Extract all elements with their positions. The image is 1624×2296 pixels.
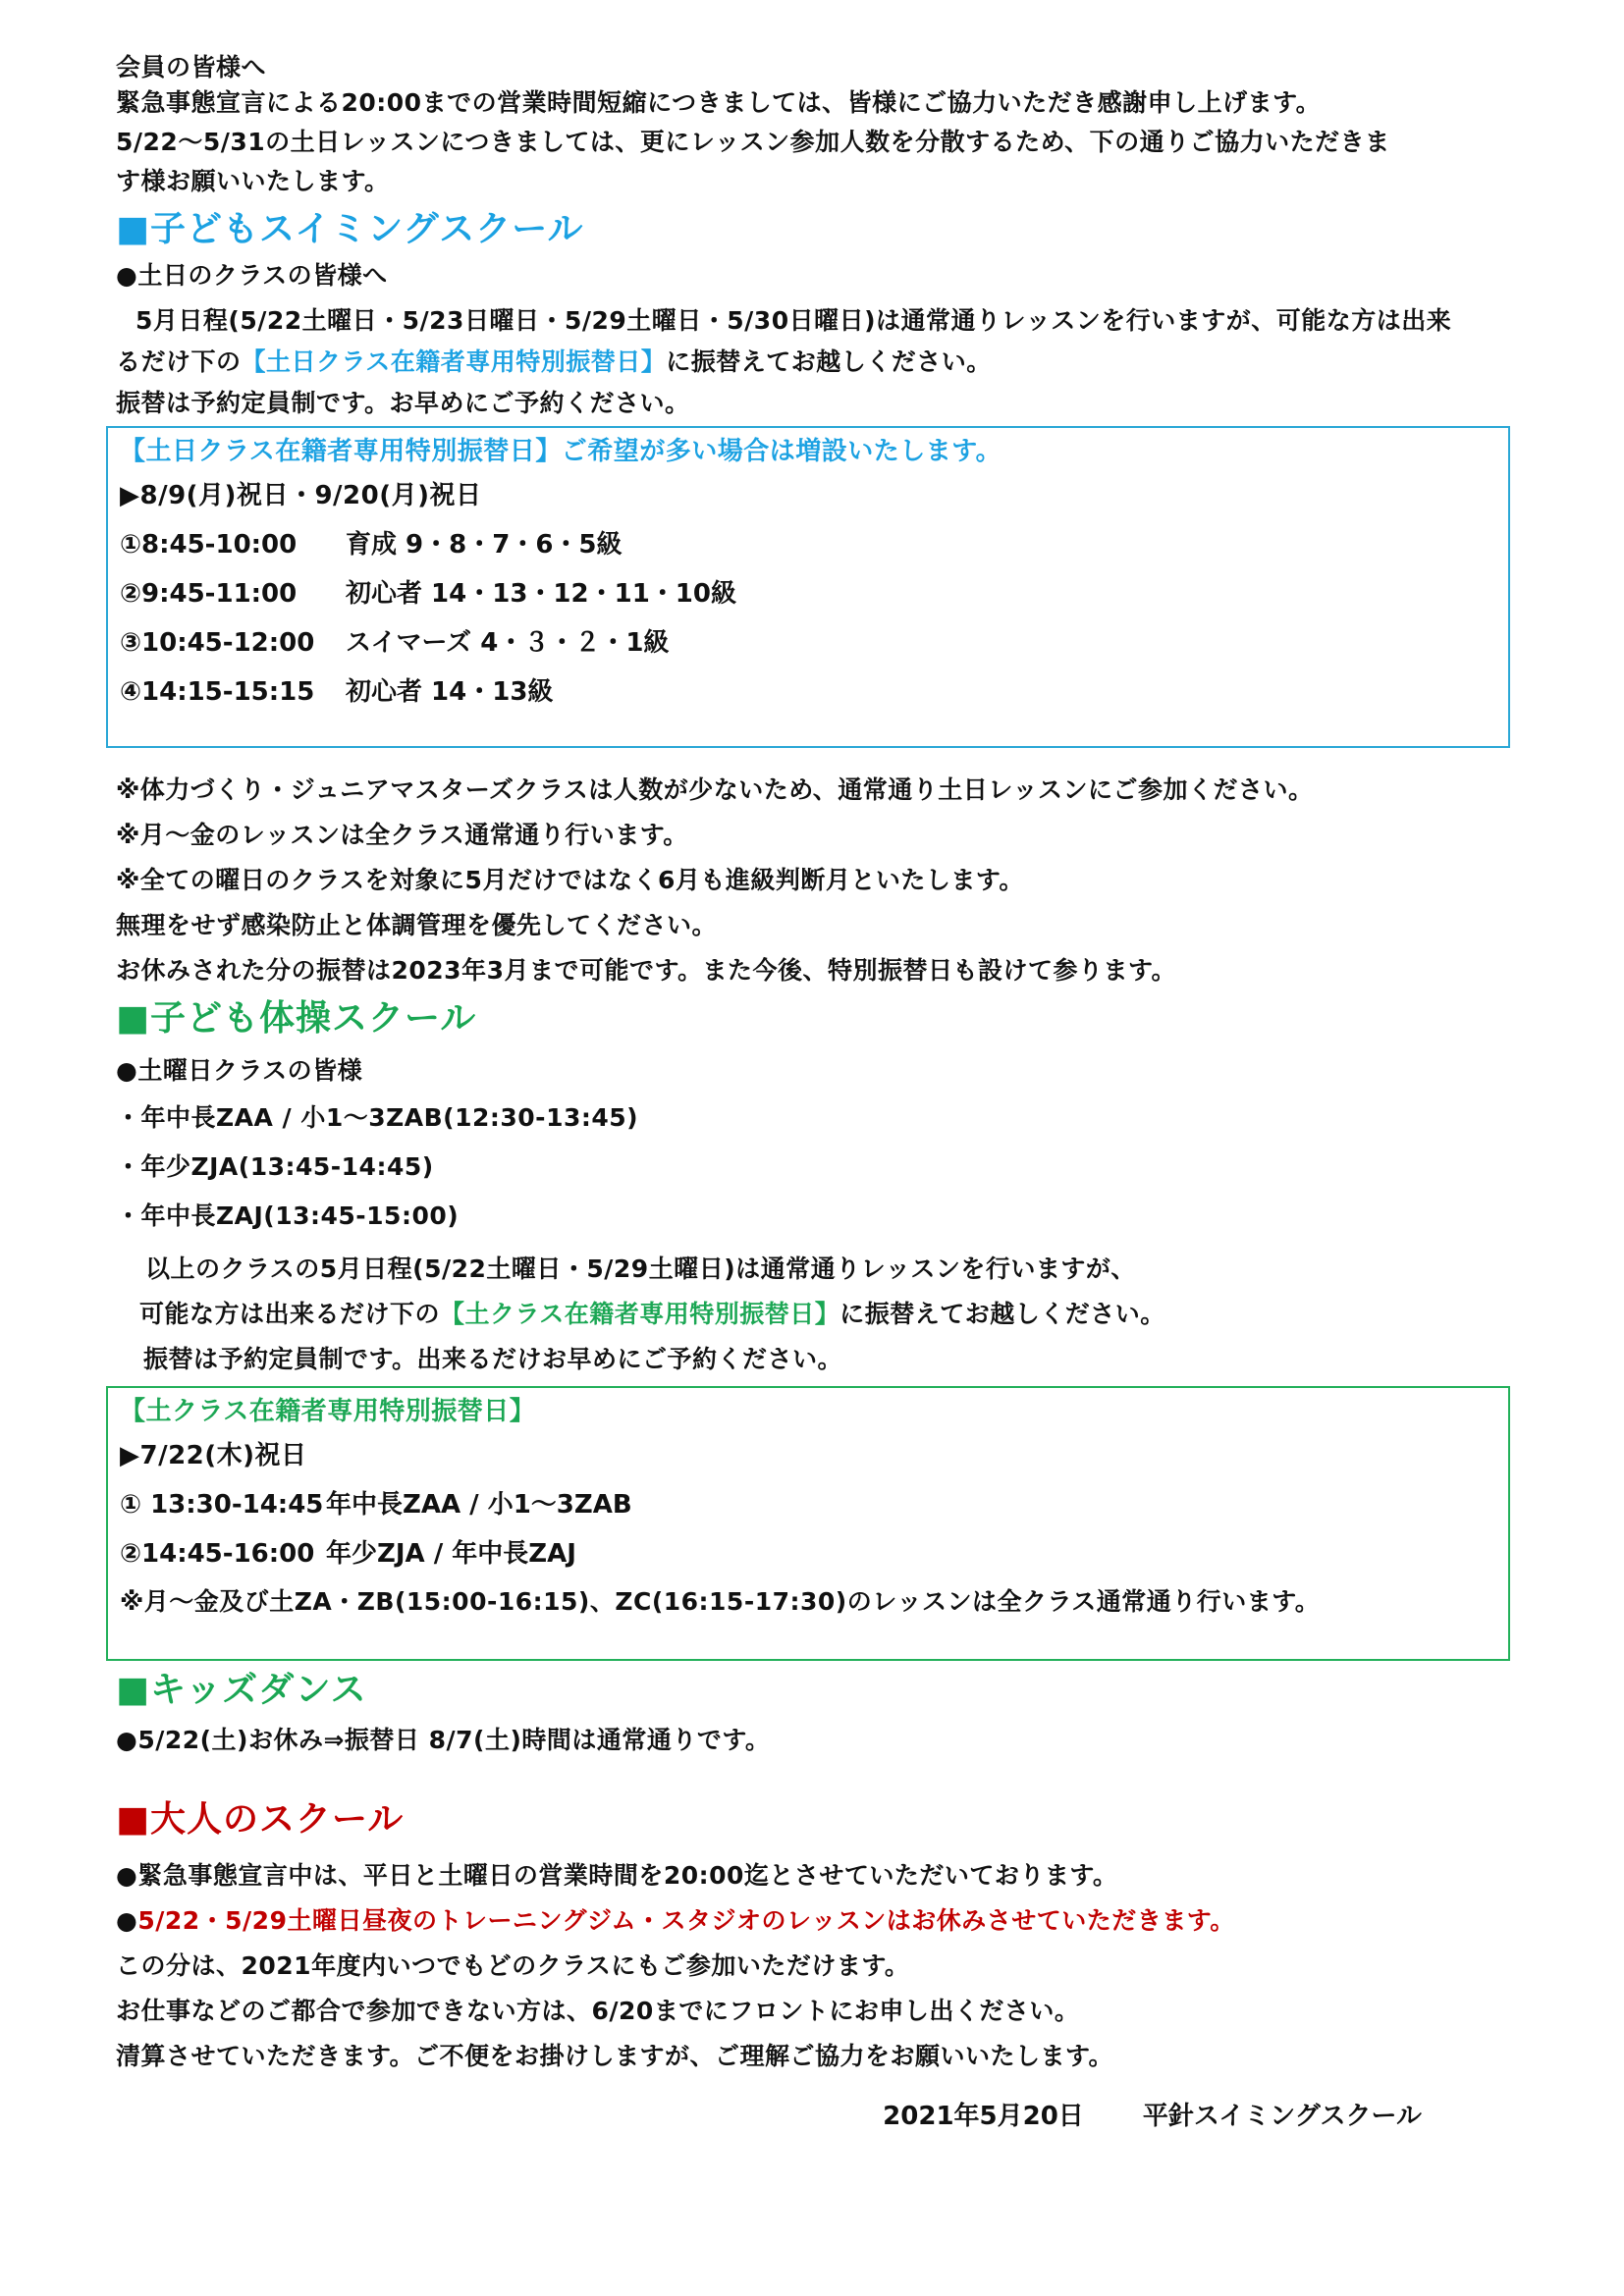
swim-box-date: ▶8/9(月)祝日・9/20(月)祝日 bbox=[120, 481, 482, 510]
swim-paragraph-3: 振替は予約定員制です。お早めにご予約ください。 bbox=[116, 389, 690, 417]
dance-line: ●5/22(土)お休み⇒振替日 8/7(土)時間は通常通りです。 bbox=[116, 1726, 771, 1754]
intro-line-3: す様お願いいたします。 bbox=[116, 167, 390, 195]
adult-line-2 bbox=[116, 1898, 1510, 1944]
swim-note: ※体力づくり・ジュニアマスターズクラスは人数が少ないため、通常通り土日レッスンにご参加ください。 bbox=[116, 775, 1314, 804]
swim-p2-accent: 【土日クラス在籍者専用特別振替日】 bbox=[241, 347, 667, 376]
swim-note: 無理をせず感染防止と体調管理を優先してください。 bbox=[116, 911, 718, 939]
gym-makeup-box bbox=[106, 1386, 1510, 1661]
gym-box-date: ▶7/22(木)祝日 bbox=[120, 1441, 307, 1470]
swim-paragraph-2 bbox=[116, 346, 1510, 379]
signature bbox=[883, 2097, 1422, 2136]
swim-slot-class: 初心者 14・13級 bbox=[346, 677, 554, 707]
gym-slot-row bbox=[120, 1480, 1496, 1529]
swim-slot-time: ②9:45-11:00 bbox=[120, 579, 298, 609]
gym-p2-accent: 【土クラス在籍者専用特別振替日】 bbox=[440, 1300, 840, 1328]
swim-box-title: 【土日クラス在籍者専用特別振替日】ご希望が多い場合は増設いたします。 bbox=[120, 437, 1002, 466]
intro-line-1: 緊急事態宣言による20:00までの営業時間短縮につきましては、皆様にご協力いただき感謝申し上げます。 bbox=[116, 88, 1322, 117]
swim-p2-post: に振替えてお越しください。 bbox=[666, 347, 992, 376]
gym-slot-time: ① 13:30-14:45 bbox=[120, 1490, 324, 1520]
swim-slot-class: 育成 9・8・7・6・5級 bbox=[346, 530, 623, 560]
swim-note: ※月〜金のレッスンは全クラス通常通り行います。 bbox=[116, 821, 688, 849]
adult-line-3: この分は、2021年度内いつでもどのクラスにもご参加いただけます。 bbox=[116, 1951, 910, 1980]
swim-slot-class: 初心者 14・13・12・11・10級 bbox=[346, 579, 736, 609]
swim-note: お休みされた分の振替は2023年3月まで可能です。また今後、特別振替日も設けて参ります。 bbox=[116, 956, 1176, 985]
swim-heading: ■子どもスイミングスクール bbox=[116, 209, 584, 249]
gym-paragraph-3: 振替は予約定員制です。出来るだけお早めにご予約ください。 bbox=[143, 1345, 843, 1373]
signature-org: 平針スイミングスクール bbox=[1142, 2102, 1422, 2131]
swim-note: ※全ての曜日のクラスを対象に5月だけではなく6月も進級判断月といたします。 bbox=[116, 866, 1024, 894]
swim-slot-time: ①8:45-10:00 bbox=[120, 530, 298, 560]
notice-document bbox=[116, 51, 1510, 2131]
gym-paragraph-1: 以上のクラスの5月日程(5/22土曜日・5/29土曜日)は通常通りレッスンを行いますが、 bbox=[145, 1255, 1136, 1283]
gym-slot-class: 年少ZJA / 年中長ZAJ bbox=[326, 1539, 576, 1569]
gym-box-title: 【土クラス在籍者専用特別振替日】 bbox=[120, 1397, 536, 1426]
adult-line-5: 清算させていただきます。ご不便をお掛けしますが、ご理解ご協力をお願いいたします。 bbox=[116, 2042, 1114, 2070]
swim-notes bbox=[116, 768, 1510, 993]
adult-line-2-accent: 5/22・5/29土曜日昼夜のトレーニングジム・スタジオのレッスンはお休みさせていただきます。 bbox=[137, 1906, 1235, 1935]
gym-paragraph-2 bbox=[116, 1292, 1510, 1337]
swim-slot-row bbox=[120, 667, 1496, 717]
gym-class: ・年中長ZAA / 小1〜3ZAB(12:30-13:45) bbox=[116, 1103, 639, 1132]
gym-subheading: ●土曜日クラスの皆様 bbox=[116, 1056, 363, 1085]
intro-line-2: 5/22〜5/31の土日レッスンにつきましては、更にレッスン参加人数を分散するため、下の通りご協力いただきま bbox=[116, 128, 1390, 156]
swim-p2-pre: るだけ下の bbox=[116, 347, 242, 376]
adult-line-4: お仕事などのご都合で参加できない方は、6/20までにフロントにお申し出ください。 bbox=[116, 1997, 1080, 2025]
swim-slot-time: ③10:45-12:00 bbox=[120, 628, 315, 658]
swim-subheading: ●土日のクラスの皆様へ bbox=[116, 261, 388, 290]
swim-slot-class: スイマーズ 4・３・２・1級 bbox=[346, 628, 670, 658]
swim-slot-row bbox=[120, 569, 1496, 618]
swim-makeup-box bbox=[106, 426, 1510, 748]
signature-date: 2021年5月20日 bbox=[883, 2102, 1084, 2131]
greeting: 会員の皆様へ bbox=[116, 53, 267, 81]
swim-slot-time: ④14:15-15:15 bbox=[120, 677, 315, 707]
gym-class: ・年中長ZAJ(13:45-15:00) bbox=[116, 1201, 460, 1230]
gym-heading: ■子ども体操スクール bbox=[116, 998, 477, 1039]
gym-slot-time: ②14:45-16:00 bbox=[120, 1539, 315, 1569]
gym-class: ・年少ZJA(13:45-14:45) bbox=[116, 1152, 434, 1181]
swim-paragraph-1: 5月日程(5/22土曜日・5/23日曜日・5/29土曜日・5/30日曜日)は通常通りレッスンを行いますが、可能な方は出来 bbox=[135, 306, 1452, 335]
gym-slot-row bbox=[120, 1529, 1496, 1578]
gym-p2-pre: 可能な方は出来るだけ下の bbox=[139, 1300, 441, 1328]
swim-slot-row bbox=[120, 618, 1496, 667]
gym-p2-post: に振替えてお越しください。 bbox=[839, 1300, 1165, 1328]
gym-box-note: ※月〜金及び土ZA・ZB(15:00-16:15)、ZC(16:15-17:30)のレッスンは全クラス通常通り行います。 bbox=[120, 1587, 1321, 1616]
gym-slot-class: 年中長ZAA / 小1〜3ZAB bbox=[326, 1490, 632, 1520]
swim-slot-row bbox=[120, 520, 1496, 569]
adult-line-1: ●緊急事態宣言中は、平日と土曜日の営業時間を20:00迄とさせていただいております。 bbox=[116, 1861, 1118, 1890]
dance-heading: ■キッズダンス bbox=[116, 1670, 367, 1710]
adult-heading: ■大人のスクール bbox=[116, 1799, 405, 1840]
adult-line-2-bullet: ● bbox=[116, 1906, 138, 1935]
